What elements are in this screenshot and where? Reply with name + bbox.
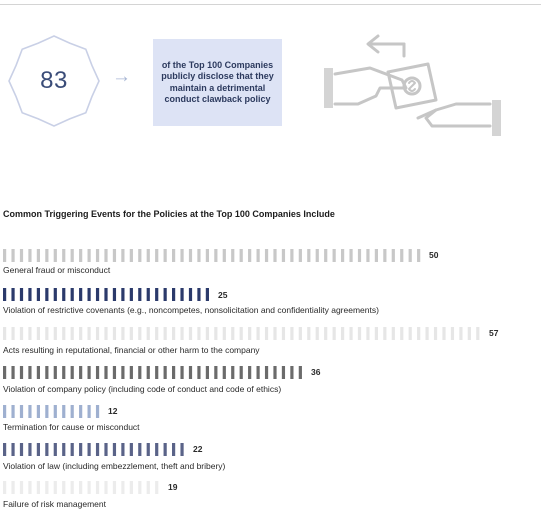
bar-value-label: 50	[429, 250, 439, 260]
category-label: General fraud or misconduct	[3, 265, 111, 275]
category-label: Violation of restrictive covenants (e.g., noncompetes, nonsolicitation and confidentiality agreements)	[3, 305, 379, 315]
bar	[3, 288, 209, 301]
category-label: Acts resulting in reputational, financial or other harm to the company	[3, 345, 260, 355]
category-label: Violation of law (including embezzlement, theft and bribery)	[3, 461, 226, 471]
bar-value-label: 12	[108, 406, 118, 416]
bar	[3, 443, 184, 456]
stat-description: of the Top 100 Companies publicly disclose that they maintain a detrimental conduct clawback policy	[161, 59, 274, 104]
bar-value-label: 36	[311, 367, 321, 377]
category-label: Termination for cause or misconduct	[3, 422, 140, 432]
bar-value-label: 57	[489, 328, 499, 338]
bar-value-label: 19	[168, 482, 178, 492]
category-label: Failure of risk management	[3, 499, 106, 509]
chart-title: Common Triggering Events for the Policies at the Top 100 Companies Include	[3, 209, 335, 219]
bar	[3, 327, 479, 340]
bar	[3, 405, 99, 418]
stat-value: 83	[40, 67, 68, 94]
arrow-right-icon: →	[112, 66, 131, 87]
category-label: Violation of company policy (including code of conduct and code of ethics)	[3, 384, 282, 394]
bar	[3, 249, 420, 262]
bar-value-label: 25	[218, 290, 228, 300]
bar-value-label: 22	[193, 444, 203, 454]
bar	[3, 481, 158, 494]
bar	[3, 366, 302, 379]
